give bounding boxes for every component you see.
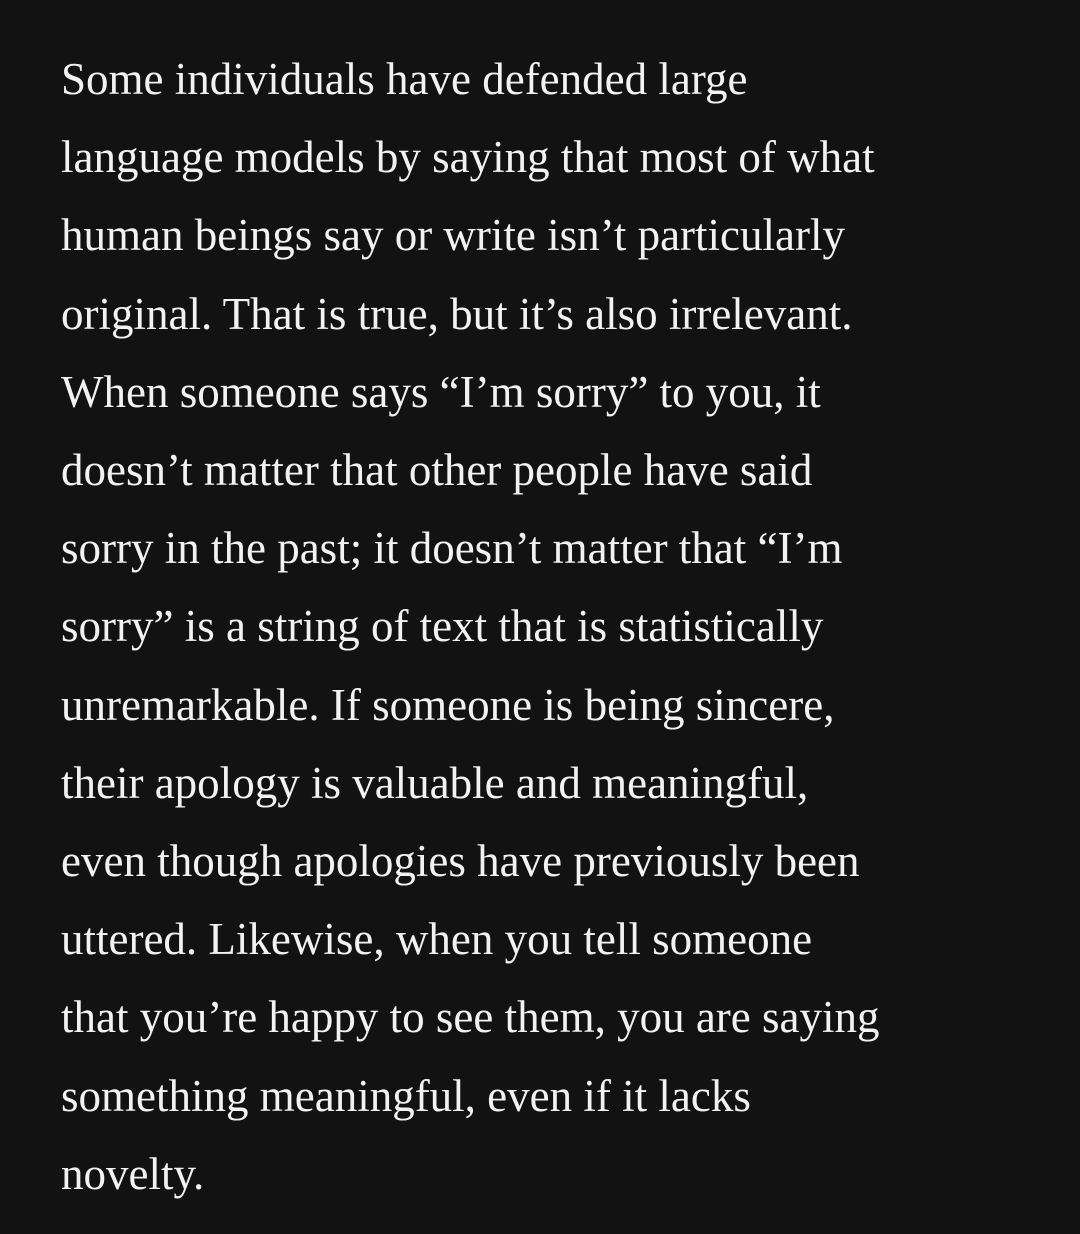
article-paragraph bbox=[61, 40, 1030, 1213]
paragraph-line: something meaningful, even if it lacks bbox=[61, 1070, 751, 1121]
paragraph-line: sorry” is a string of text that is statistically bbox=[61, 601, 824, 652]
paragraph-line: language models by saying that most of what bbox=[61, 132, 875, 183]
paragraph-line: their apology is valuable and meaningful, bbox=[61, 757, 809, 808]
paragraph-line: uttered. Likewise, when you tell someone bbox=[61, 914, 813, 965]
paragraph-line: Some individuals have defended large bbox=[61, 54, 748, 104]
paragraph-line: novelty. bbox=[61, 1148, 205, 1199]
paragraph-line: human beings say or write isn’t particularly bbox=[61, 210, 845, 261]
paragraph-line: that you’re happy to see them, you are saying bbox=[61, 992, 880, 1043]
paragraph-line: sorry in the past; it doesn’t matter that “I’m bbox=[61, 523, 843, 574]
paragraph-line: unremarkable. If someone is being sincere, bbox=[61, 679, 835, 730]
paragraph-line: When someone says “I’m sorry” to you, it bbox=[61, 366, 821, 417]
paragraph-line: even though apologies have previously been bbox=[61, 836, 860, 887]
paragraph-line: doesn’t matter that other people have said bbox=[61, 445, 813, 496]
paragraph-line: original. That is true, but it’s also irrelevant. bbox=[61, 288, 853, 339]
